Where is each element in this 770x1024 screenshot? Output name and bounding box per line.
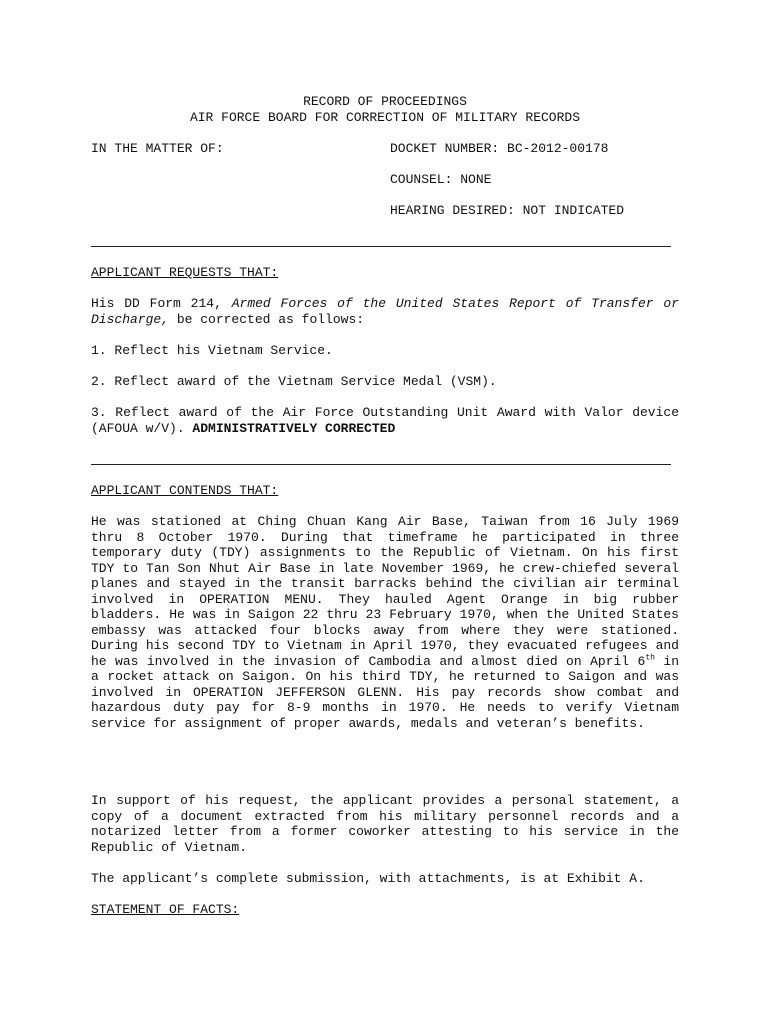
contends-paragraph-2: In support of his request, the applicant provides a personal statement, a copy of a document extracted from his military personnel records and a notarized letter from a former coworker attesting to his service in the Republic of Vietnam. <box>91 793 679 855</box>
hearing-desired: HEARING DESIRED: NOT INDICATED <box>390 203 625 218</box>
request-item-2: 2. Reflect award of the Vietnam Service Medal (VSM). <box>91 374 497 389</box>
request-item-1: 1. Reflect his Vietnam Service. <box>91 343 333 358</box>
divider-1 <box>91 246 671 247</box>
facts-heading: STATEMENT OF FACTS: <box>91 902 240 917</box>
request-item-3 <box>91 405 679 436</box>
title-line-1: RECORD OF PROCEEDINGS <box>303 94 467 109</box>
matter-label: IN THE MATTER OF: <box>91 141 224 156</box>
contends-paragraph-1-a: He was stationed at Ching Chuan Kang Air Base, Taiwan from 16 July 1969 thru 8 October 1970. During that timeframe he participated in three temporary duty (TDY) assignments to the Republic of Vietnam. On his first TDY to Tan Son Nhut Air Base in late November 1969, he crew-chiefed several planes and stayed in the transit barracks behind the civilian air terminal involved in OPERATION MENU. They hauled Agent Orange in big rubber bladders. He was in Saigon 22 thru 23 February 1970, when the United States embassy was attacked four blocks away from where they were stationed. During his second TDY to Vietnam in April 1970, they evacuated refugees and he was involved in the invasion of Cambodia and almost died on April 6 <box>91 514 679 669</box>
docket-number: DOCKET NUMBER: BC-2012-00178 <box>390 141 609 156</box>
requests-intro <box>91 296 679 327</box>
requests-intro-pre: His DD Form 214, <box>91 296 232 311</box>
contends-paragraph-3: The applicant’s complete submission, with attachments, is at Exhibit A. <box>91 871 645 886</box>
superscript-th: th <box>645 653 655 663</box>
counsel: COUNSEL: NONE <box>390 172 492 187</box>
request-item-3-text: 3. Reflect award of the Air Force Outstanding Unit Award with Valor device (AFOUA w/V). <box>91 405 679 436</box>
title-line-2: AIR FORCE BOARD FOR CORRECTION OF MILITARY RECORDS <box>189 110 581 125</box>
administratively-corrected: ADMINISTRATIVELY CORRECTED <box>192 420 396 436</box>
contends-paragraph-1 <box>91 514 679 731</box>
contends-heading: APPLICANT CONTENDS THAT: <box>91 483 279 498</box>
requests-heading: APPLICANT REQUESTS THAT: <box>91 265 279 280</box>
contends-paragraph-1-b: in a rocket attack on Saigon. On his third TDY, he returned to Saigon and was involved in OPERATION JEFFERSON GLENN. His pay records show combat and hazardous duty pay for 8-9 months in 1970. He needs to verify Vietnam service for assignment of proper awards, medals and veteran’s benefits. <box>91 653 680 731</box>
requests-intro-post: be corrected as follows: <box>169 311 365 327</box>
dd214-form-title: Armed Forces of the United States Report of Transfer or Discharge, <box>91 296 679 327</box>
divider-2 <box>91 464 671 465</box>
